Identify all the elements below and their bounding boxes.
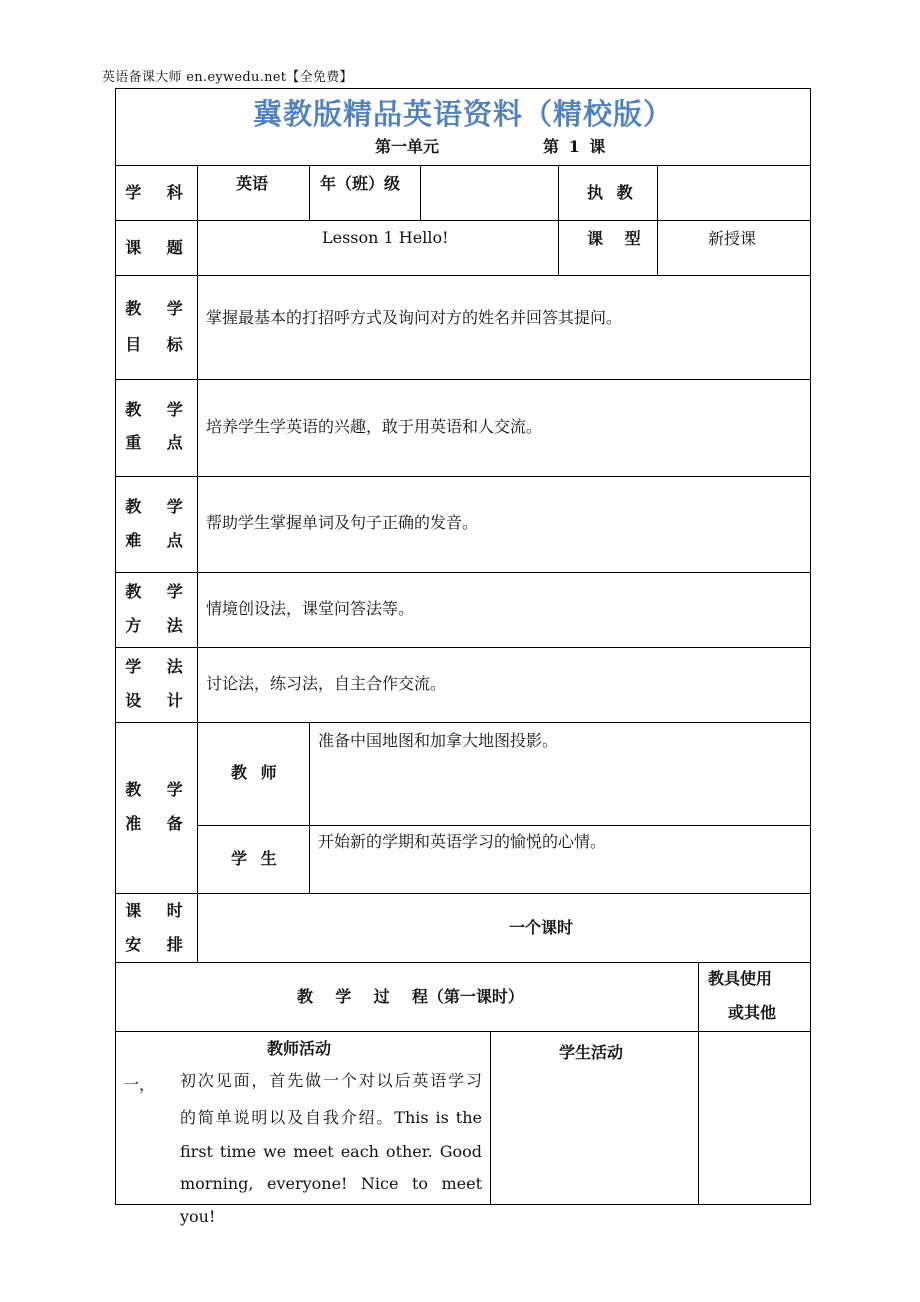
difficulties-label-1: 教 学 xyxy=(125,497,193,516)
unit-label: 第一单元 xyxy=(375,137,440,156)
key-points-text: 培养学生学英语的兴趣，敢于用英语和人交流。 xyxy=(206,417,543,436)
preparation-student-label: 学 生 xyxy=(231,849,281,868)
type-value: 新授课 xyxy=(708,229,757,248)
learning-label-2: 设 计 xyxy=(125,691,193,710)
objectives-text: 掌握最基本的打招呼方式及询问对方的姓名并回答其提问。 xyxy=(206,308,623,327)
learning-label-1: 学 法 xyxy=(125,657,193,676)
schedule-label-2: 安 排 xyxy=(125,935,193,954)
learning-text: 讨论法，练习法，自主合作交流。 xyxy=(206,674,447,693)
difficulties-label-2: 难 点 xyxy=(125,531,193,550)
methods-text: 情境创设法，课堂问答法等。 xyxy=(206,599,415,618)
topic-label: 课 题 xyxy=(125,238,193,257)
tools-label-line2: 或其他 xyxy=(728,1003,777,1022)
process-heading: 教 学 过 程（第一课时） xyxy=(297,987,524,1006)
methods-label-2: 方 法 xyxy=(125,616,193,635)
subject-value: 英语 xyxy=(236,174,269,193)
step-line-1: 初次见面，首先做一个对以后英语学习 xyxy=(180,1071,482,1090)
objectives-label-1: 教 学 xyxy=(125,299,193,318)
student-activity-heading: 学生活动 xyxy=(559,1043,624,1062)
key-points-label-2: 重 点 xyxy=(125,433,193,452)
document-title: 冀教版精品英语资料（精校版） xyxy=(252,97,673,131)
preparation-teacher-label: 教 师 xyxy=(231,763,281,782)
teacher-label: 执 教 xyxy=(587,183,637,202)
grade-label: 年（班）级 xyxy=(320,174,401,193)
key-points-label-1: 教 学 xyxy=(125,400,193,419)
step-line-4: morning, everyone! Nice to meet you! xyxy=(180,1174,482,1226)
header-note: 英语备课大师 en.eywedu.net【全免费】 xyxy=(102,70,353,85)
methods-label-1: 教 学 xyxy=(125,582,193,601)
teacher-activity-heading: 教师活动 xyxy=(267,1039,332,1058)
step-line-2: 的简单说明以及自我介绍。This is the xyxy=(180,1108,482,1127)
tools-label-line1: 教具使用 xyxy=(708,969,773,988)
step-line-3: first time we meet each other. Good xyxy=(180,1142,482,1161)
preparation-student-text: 开始新的学期和英语学习的愉悦的心情。 xyxy=(318,832,607,851)
schedule-text: 一个课时 xyxy=(509,918,574,937)
topic-value: Lesson 1 Hello! xyxy=(322,228,449,247)
objectives-label-2: 目 标 xyxy=(125,335,193,354)
subject-label: 学 科 xyxy=(125,183,193,202)
preparation-label-2: 准 备 xyxy=(125,814,193,833)
schedule-label-1: 课 时 xyxy=(125,901,193,920)
type-label: 课 型 xyxy=(587,229,649,248)
preparation-label-1: 教 学 xyxy=(125,780,193,799)
difficulties-text: 帮助学生掌握单词及句子正确的发音。 xyxy=(206,513,479,532)
step-number: 一， xyxy=(123,1075,156,1094)
lesson-label: 第 1 课 xyxy=(543,137,608,156)
preparation-teacher-text: 准备中国地图和加拿大地图投影。 xyxy=(318,731,559,750)
